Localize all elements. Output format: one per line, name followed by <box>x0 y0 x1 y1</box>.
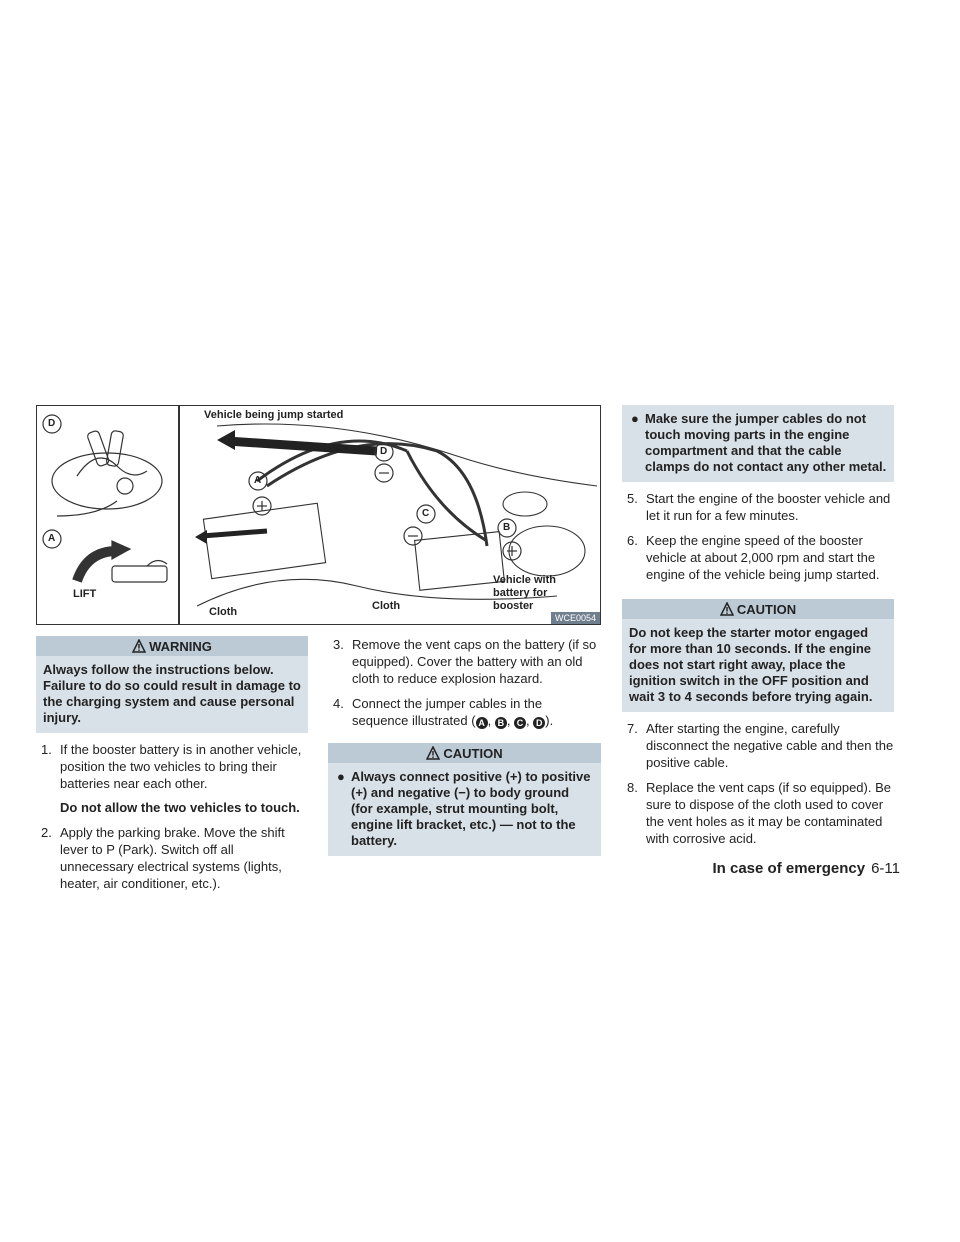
caution-bullet <box>629 411 887 475</box>
step-note: Do not allow the two vehicles to touch. <box>60 800 300 815</box>
step-number: 5. <box>627 491 638 506</box>
cloth-label-left: Cloth <box>209 606 238 618</box>
booster-vehicle-label: Vehicle with battery for booster <box>493 574 556 612</box>
caution-bullet-text: Make sure the jumper cables do not touch moving parts in the engine compartment and that the cable clamps do not contact any other metal. <box>645 411 887 474</box>
step-number: 1. <box>41 742 52 757</box>
caution-body-continued <box>622 405 894 482</box>
circle-c-icon: C <box>514 717 526 729</box>
lift-label: LIFT <box>73 588 97 600</box>
point-label-c: C <box>422 508 430 519</box>
bullet-icon: ● <box>337 769 345 784</box>
step-number: 7. <box>627 721 638 736</box>
step-text: Apply the parking brake. Move the shift lever to P (Park). Switch off all unnecessary electrical systems (lights, heater, air conditioner, etc.). <box>60 825 285 891</box>
warning-header <box>36 636 308 656</box>
vehicle-jump-started-label: Vehicle being jump started <box>204 409 344 421</box>
point-label-d: D <box>380 446 388 457</box>
caution-box-1 <box>328 743 601 856</box>
step-text: After starting the engine, carefully disconnect the negative cable and then the positive cable. <box>646 721 894 770</box>
column-1 <box>36 636 308 892</box>
step-1 <box>36 741 308 816</box>
step-text: Keep the engine speed of the booster vehicle at about 2,000 rpm and start the engine of the vehicle being jump started. <box>646 533 880 582</box>
circle-a-icon: A <box>476 717 488 729</box>
inset-label-d: D <box>48 418 56 429</box>
step-5 <box>622 490 894 524</box>
jump-start-illustration <box>36 405 601 625</box>
step-text: Replace the vent caps (if so equipped). Be sure to dispose of the cloth used to cover the vent holes as it may be contaminated with corrosive acid. <box>646 780 891 846</box>
step-3 <box>328 636 601 687</box>
warning-triangle-icon <box>132 639 146 653</box>
step-4 <box>328 695 601 729</box>
caution-header <box>328 743 601 763</box>
step-2 <box>36 824 308 892</box>
page-number: 6-11 <box>871 860 900 877</box>
caution-text: Do not keep the starter motor engaged for more than 10 seconds. If the engine does not start right away, place the ignition switch in the OFF position and wait 3 to 4 seconds before trying again. <box>629 625 873 704</box>
step-6 <box>622 532 894 583</box>
step-7 <box>622 720 894 771</box>
column-2 <box>328 636 601 856</box>
caution-bullet-text: Always connect positive (+) to positive (+) and negative (−) to body ground (for example, strut mounting bolt, engine lift bracket, etc.) — not to the battery. <box>351 769 591 848</box>
caution-body <box>328 763 601 856</box>
caution-header <box>622 599 894 619</box>
warning-text: Always follow the instructions below. Failure to do so could result in damage to the charging system and cause personal injury. <box>43 662 301 725</box>
caution-bullet <box>335 769 594 849</box>
cloth-label-right: Cloth <box>372 600 401 612</box>
caution-triangle-icon <box>426 746 440 760</box>
caution-title: CAUTION <box>736 601 797 617</box>
circle-b-icon: B <box>495 717 507 729</box>
figure-code: WCE0054 <box>551 612 600 624</box>
caution-box-2 <box>622 599 894 712</box>
step-text: Connect the jumper cables in the sequence illustrated ( A , B , C , D ). <box>352 696 554 728</box>
warning-box <box>36 636 308 733</box>
step-text: If the booster battery is in another vehicle, position the two vehicles to bring their batteries near each other. <box>60 742 302 791</box>
caution-title: CAUTION <box>443 745 503 761</box>
point-label-b: B <box>503 522 511 533</box>
step-text: Start the engine of the booster vehicle and let it run for a few minutes. <box>646 491 891 523</box>
step-text-part: Connect the jumper cables in the sequence illustrated ( <box>352 696 543 728</box>
page-footer <box>713 860 901 877</box>
step-number: 8. <box>627 780 638 795</box>
caution-box-1-continued <box>622 405 894 482</box>
column-3 <box>622 405 894 847</box>
step-8 <box>622 779 894 847</box>
bullet-icon: ● <box>631 411 639 426</box>
warning-title: WARNING <box>149 638 212 654</box>
step-number: 4. <box>333 696 344 711</box>
circle-d-icon: D <box>533 717 545 729</box>
step-number: 3. <box>333 637 344 652</box>
step-number: 6. <box>627 533 638 548</box>
step-number: 2. <box>41 825 52 840</box>
section-title: In case of emergency <box>712 860 866 877</box>
figure-divider <box>178 406 180 624</box>
inset-label-a: A <box>48 533 56 544</box>
step-text: Remove the vent caps on the battery (if so equipped). Cover the battery with an old cloth to reduce explosion hazard. <box>352 637 597 686</box>
step-text-part: ). <box>545 713 554 728</box>
caution-triangle-icon <box>720 602 734 616</box>
point-label-a: A <box>254 475 262 486</box>
